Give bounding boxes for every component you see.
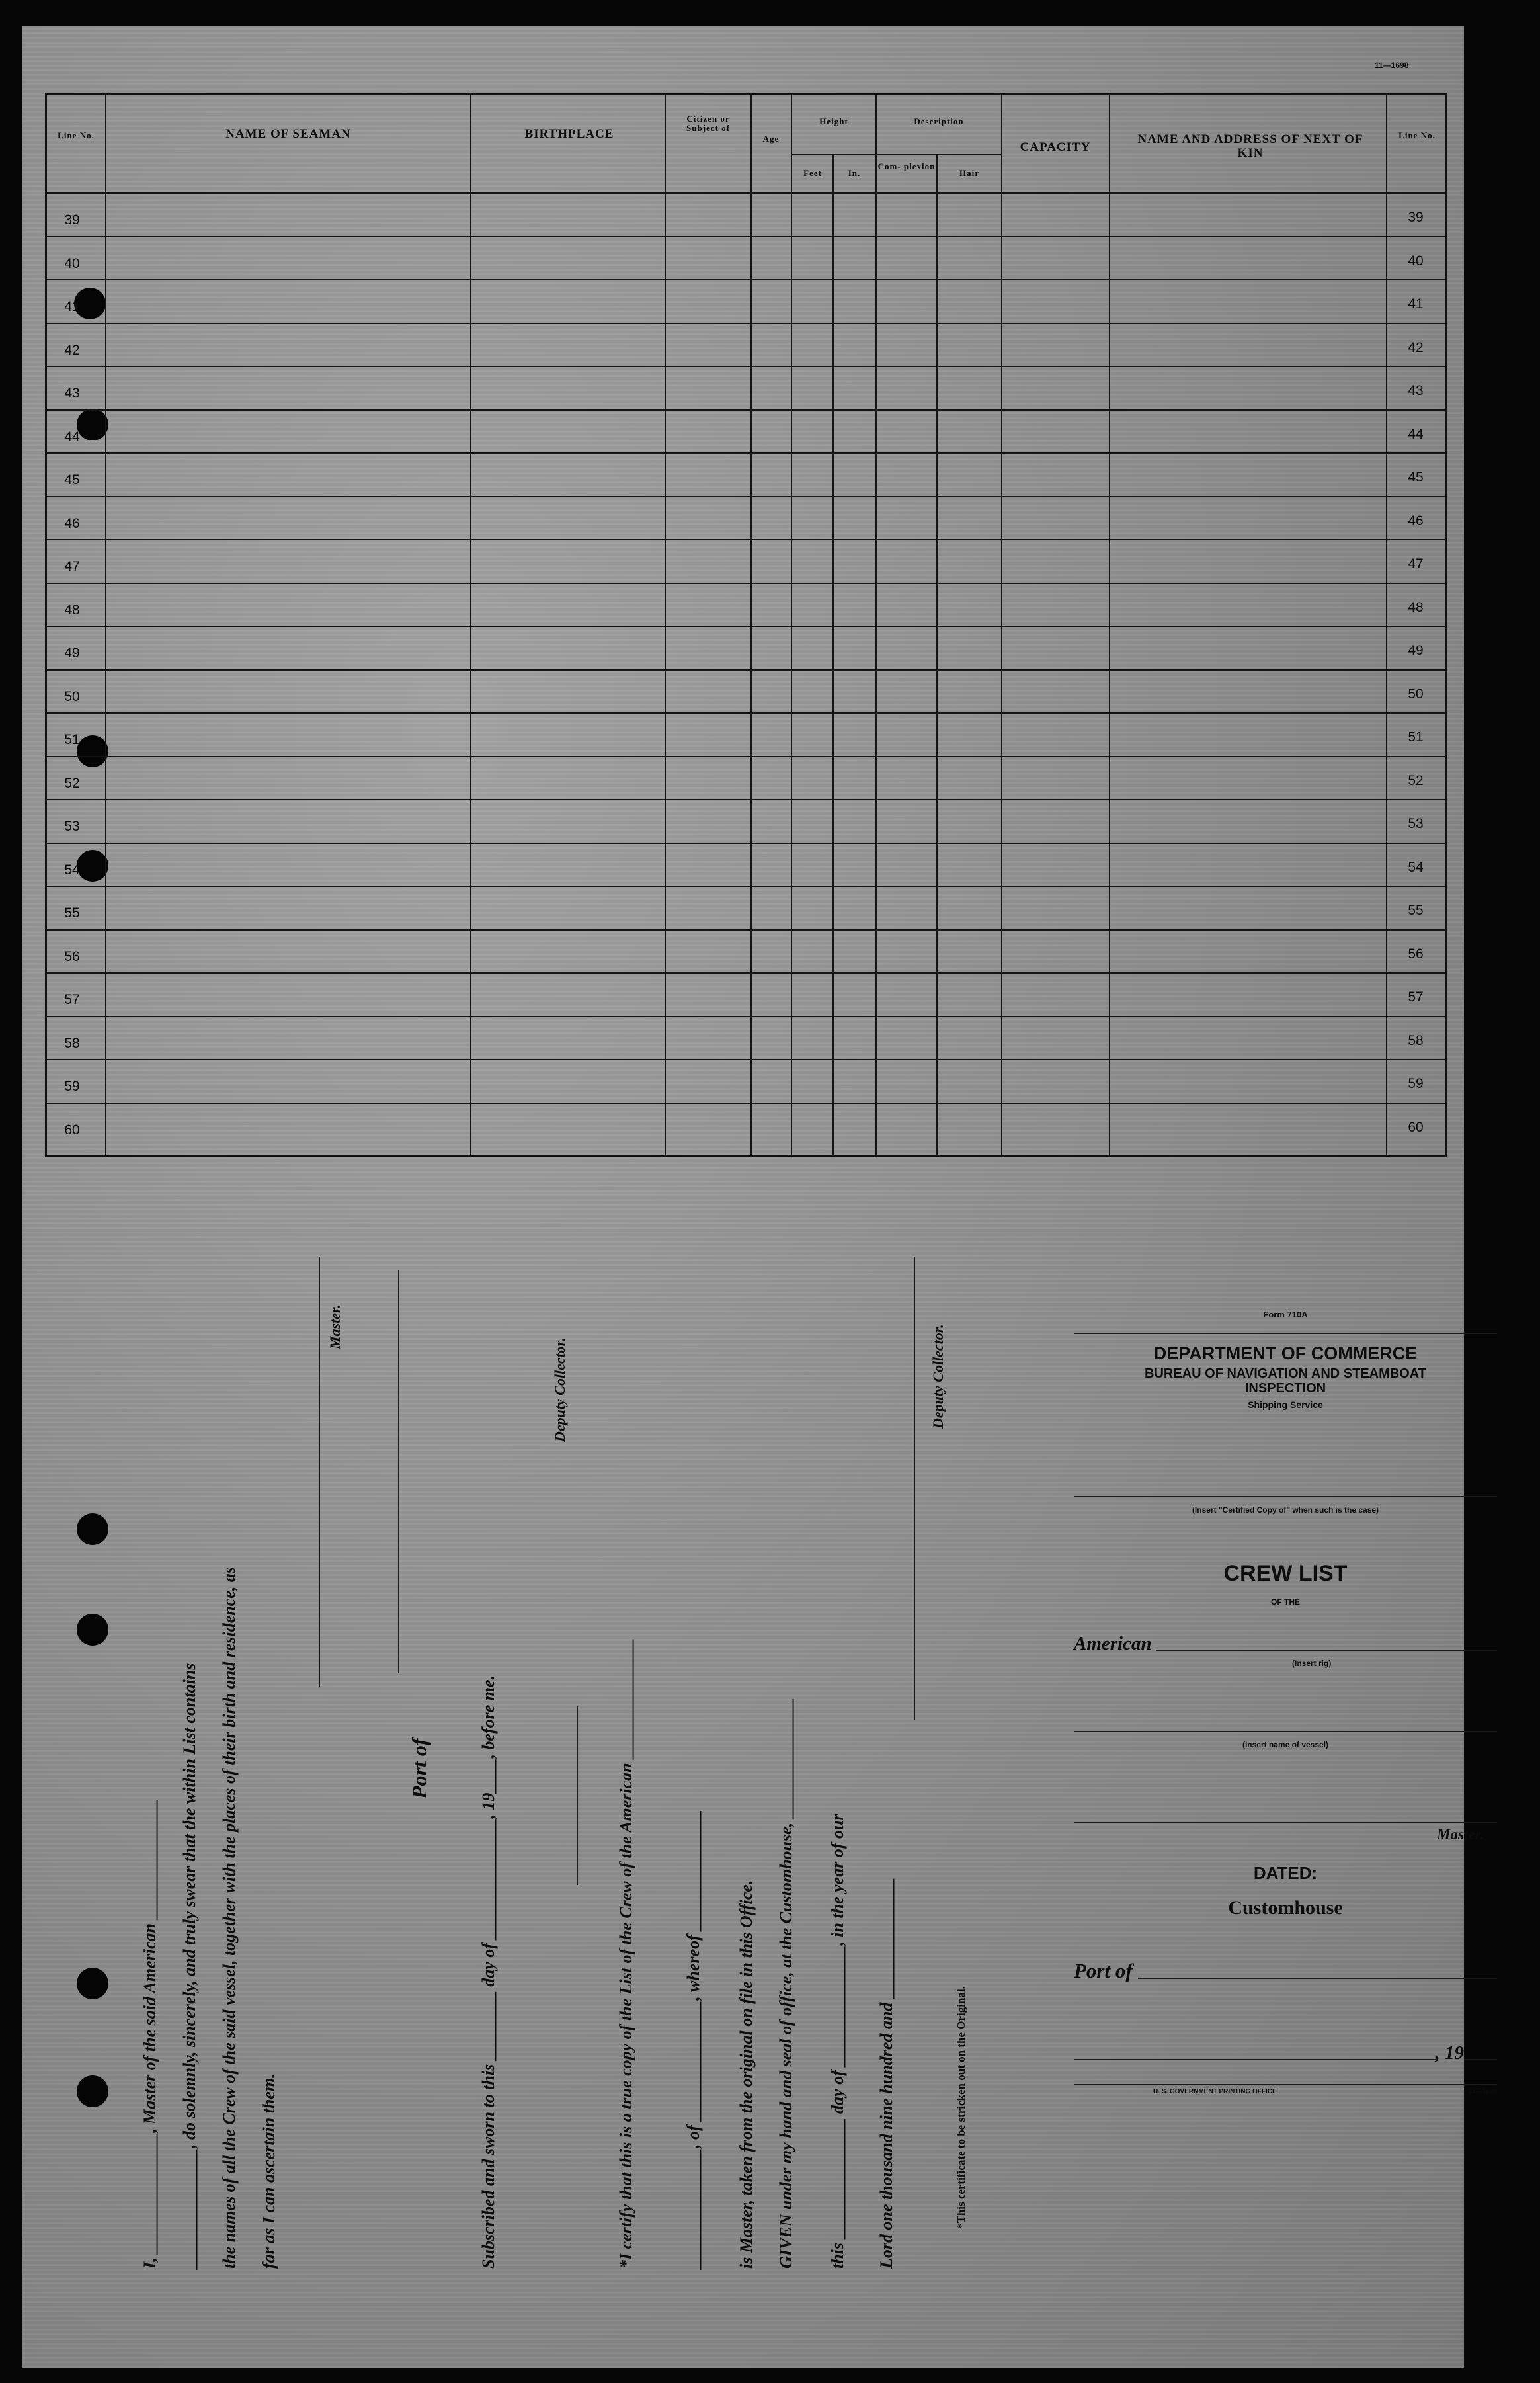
port-of-line (398, 1270, 399, 1673)
form-code-top: 11—1698 (1375, 61, 1409, 70)
line-number-right: 45 (1408, 470, 1424, 485)
row-line (47, 669, 1445, 671)
line-number-right: 44 (1408, 427, 1424, 442)
oath-port-of: Port of (407, 1738, 431, 1799)
line-number-left: 47 (64, 559, 80, 574)
line-number-right: 49 (1408, 643, 1424, 658)
header-citizen: Citizen or Subject of (686, 114, 730, 134)
line-number-left: 51 (64, 732, 80, 747)
line-number-right: 52 (1408, 773, 1424, 788)
american-label: American (1074, 1633, 1152, 1654)
row-line (47, 583, 1445, 584)
line-number-right: 55 (1408, 903, 1424, 918)
customhouse-label: Customhouse (1228, 1897, 1343, 1919)
row-line (47, 929, 1445, 931)
certificate-line-1: *I certify that this is a true copy of the List of the Crew of the American ______________ (616, 1638, 635, 2269)
line-number-left: 56 (64, 949, 80, 964)
cover-master-label: Master. (1437, 1826, 1484, 1843)
line-number-left: 52 (64, 776, 80, 791)
header-capacity: CAPACITY (1020, 140, 1091, 154)
line-number-right: 51 (1408, 730, 1424, 745)
row-line (47, 236, 1445, 237)
header-hair: Hair (959, 168, 979, 178)
row-line (47, 1059, 1445, 1060)
header-birthplace: BIRTHPLACE (524, 127, 614, 141)
header-inches: In. (848, 168, 861, 178)
header-complexion: Com- plexion (877, 161, 936, 171)
punch-hole (77, 1513, 108, 1545)
line-number-left: 39 (64, 212, 80, 228)
cover-form-code: 11—1698 (1469, 2088, 1497, 2095)
row-line (47, 712, 1445, 714)
line-number-right: 41 (1408, 296, 1424, 312)
certificate-deputy-collector: Deputy Collector. (930, 1324, 946, 1429)
bureau-title: BUREAU OF NAVIGATION AND STEAMBOAT INSPECTION (1145, 1366, 1426, 1396)
header-description: Description (914, 116, 964, 126)
row-line (47, 539, 1445, 540)
punch-hole (77, 1614, 108, 1646)
of-the: OF THE (1271, 1597, 1300, 1607)
row-line (47, 496, 1445, 497)
crew-table (45, 93, 1447, 1157)
oath-line-1: I, ______________, Master of the said American ______________ (140, 1798, 159, 2269)
line-number-right: 42 (1408, 340, 1424, 355)
oath-master-label: Master. (327, 1304, 343, 1349)
insert-name: (Insert name of vessel) (1242, 1740, 1329, 1749)
deputy-collector-line-1 (577, 1706, 578, 1885)
row-line (47, 409, 1445, 411)
row-line (47, 799, 1445, 800)
crew-list-title: CREW LIST (1223, 1561, 1348, 1586)
form-number: Form 710A (1263, 1310, 1308, 1319)
row-line (47, 756, 1445, 757)
punch-hole (77, 2075, 108, 2107)
line-number-left: 42 (64, 343, 80, 358)
line-number-left: 41 (64, 299, 80, 314)
line-number-right: 46 (1408, 513, 1424, 528)
row-line (47, 1103, 1445, 1104)
certificate-footnote: *This certificate to be stricken out on the Original. (955, 1986, 967, 2229)
header-feet: Feet (803, 168, 822, 178)
line-number-left: 50 (64, 689, 80, 704)
line-number-right: 48 (1408, 600, 1424, 615)
row-line (47, 323, 1445, 324)
punch-hole (77, 1968, 108, 1999)
line-number-right: 56 (1408, 946, 1424, 962)
certified-note: (Insert "Certified Copy of" when such is the case) (1192, 1505, 1379, 1515)
row-line (47, 1016, 1445, 1017)
line-number-left: 43 (64, 386, 80, 401)
deputy-collector-line-2 (914, 1257, 915, 1720)
row-line (47, 972, 1445, 974)
line-number-left: 59 (64, 1079, 80, 1094)
row-line (47, 626, 1445, 627)
line-number-left: 44 (64, 429, 80, 444)
row-line (47, 843, 1445, 844)
certificate-line-5: this ______________ day of ______________, in the year of our (828, 1814, 847, 2269)
row-line (47, 452, 1445, 454)
insert-rig: (Insert rig) (1292, 1659, 1332, 1668)
line-number-right: 50 (1408, 687, 1424, 702)
line-number-left: 57 (64, 992, 80, 1007)
line-number-right: 60 (1408, 1120, 1424, 1135)
master-signature-line (319, 1257, 320, 1687)
row-line (47, 279, 1445, 280)
oath-line-2: ______________, do solemnly, sincerely, and truly swear that the within List contains (180, 1663, 199, 2269)
line-number-right: 47 (1408, 556, 1424, 571)
header-next-of-kin: NAME AND ADDRESS OF NEXT OF KIN (1137, 132, 1363, 160)
oath-subscribed: Subscribed and sworn to this ________ day of ______________, 19____, before me. (479, 1675, 498, 2269)
service-title: Shipping Service (1248, 1400, 1323, 1410)
header-line-no-left: Line No. (58, 130, 95, 140)
certificate-line-3: is Master, taken from the original on file in this Office. (737, 1880, 756, 2269)
line-number-right: 57 (1408, 989, 1424, 1005)
header-line-no-right: Line No. (1398, 130, 1436, 140)
row-line (47, 886, 1445, 887)
line-number-left: 40 (64, 256, 80, 271)
line-number-left: 54 (64, 862, 80, 878)
line-number-right: 53 (1408, 816, 1424, 831)
line-number-left: 55 (64, 905, 80, 921)
cover-panel (1074, 1310, 1497, 2095)
line-number-left: 45 (64, 472, 80, 487)
line-number-left: 60 (64, 1122, 80, 1138)
line-number-left: 49 (64, 646, 80, 661)
line-number-left: 46 (64, 516, 80, 531)
printer-credit: U. S. GOVERNMENT PRINTING OFFICE (1153, 2088, 1277, 2095)
certificate-line-4: GIVEN under my hand and seal of office, at the Customhouse, ______________ (776, 1698, 795, 2269)
line-number-right: 43 (1408, 383, 1424, 398)
line-number-right: 40 (1408, 253, 1424, 269)
line-number-right: 58 (1408, 1033, 1424, 1048)
oath-line-3: the names of all the Crew of the said vessel, together with the places of their birth and residence, as (220, 1567, 239, 2269)
certificate-line-2: ______________, of ______________, whereof ______________ (684, 1810, 703, 2269)
cover-year: , 19 (1435, 2042, 1464, 2064)
certificate-line-6: Lord one thousand nine hundred and ______________ (877, 1878, 896, 2269)
oath-deputy-collector: Deputy Collector. (551, 1337, 568, 1442)
line-number-right: 39 (1408, 210, 1424, 225)
row-line (47, 366, 1445, 367)
dated-label: DATED: (1253, 1863, 1318, 1883)
line-number-left: 58 (64, 1036, 80, 1051)
line-number-left: 48 (64, 603, 80, 618)
department-title: DEPARTMENT OF COMMERCE (1153, 1343, 1418, 1363)
line-number-right: 54 (1408, 860, 1424, 875)
header-age: Age (762, 134, 780, 144)
oath-line-4: far as I can ascertain them. (259, 2073, 278, 2269)
cover-port-of: Port of (1074, 1959, 1133, 1982)
crew-list-page (22, 26, 1497, 2368)
header-name-of-seaman: NAME OF SEAMAN (225, 127, 351, 141)
line-number-right: 59 (1408, 1076, 1424, 1091)
header-height: Height (819, 116, 848, 126)
line-number-left: 53 (64, 819, 80, 834)
